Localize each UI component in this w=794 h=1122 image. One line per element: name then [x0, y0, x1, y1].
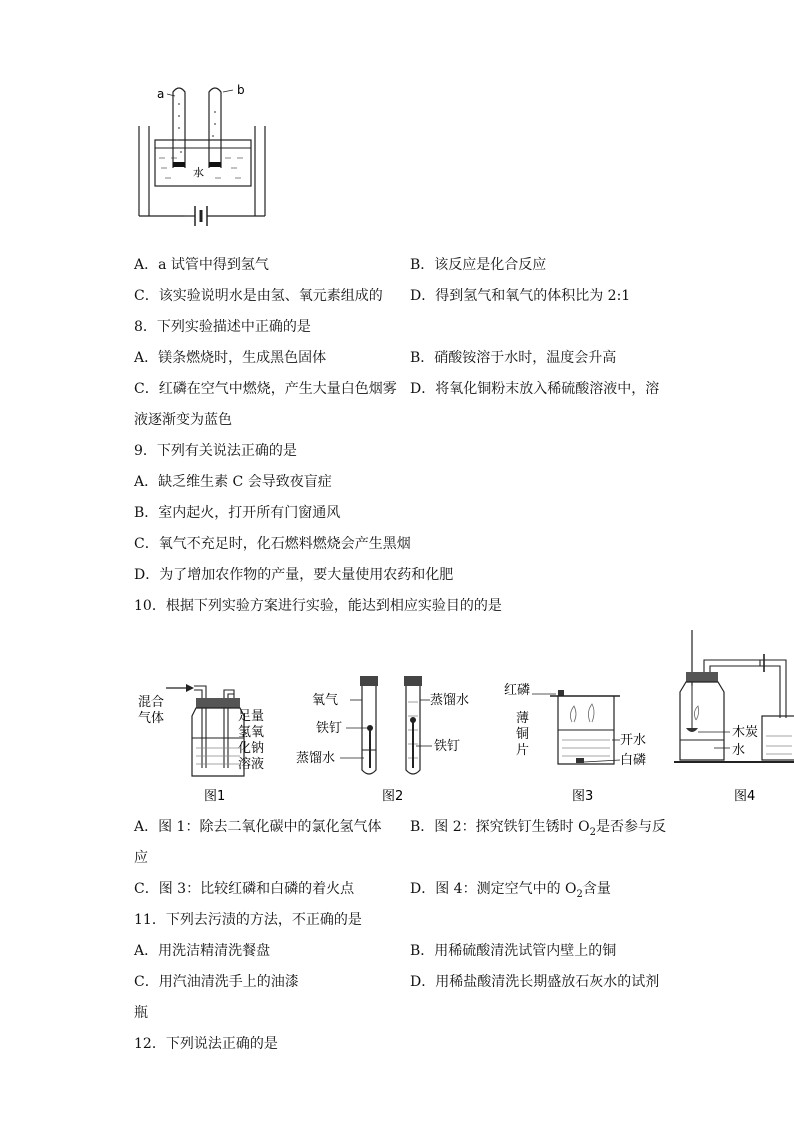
q12-stem: 12．下列说法正确的是	[134, 1036, 278, 1052]
q9-option-b: B．室内起火，打开所有门窗通风	[134, 505, 341, 521]
fig3-label-hot-water: 开水	[620, 733, 647, 748]
q10-stem: 10．根据下列实验方案进行实验，能达到相应实验目的的是	[134, 598, 502, 614]
q7-option-c: C．该实验说明水是由氢、氧元素组成的	[134, 288, 383, 304]
fig1-label-r4: 溶液	[238, 757, 265, 772]
q8-option-d-continued: 液逐渐变为蓝色	[134, 412, 232, 428]
fig3-caption: 图3	[572, 789, 594, 804]
fig3-label-copper-2: 铜	[516, 727, 530, 742]
q7-option-a: A．a 试管中得到氢气	[134, 257, 269, 273]
q8-option-d: D．将氧化铜粉末放入稀硫酸溶液中，溶	[410, 381, 660, 397]
electrolysis-diagram	[135, 78, 275, 230]
fig1-label-mix-1: 混合	[138, 695, 165, 710]
fig2-label-nail-1: 铁钉	[316, 721, 343, 736]
q8-option-b: B．硝酸铵溶于水时，温度会升高	[410, 350, 617, 366]
q7-option-b: B．该反应是化合反应	[410, 257, 547, 273]
fig1-caption: 图1	[204, 789, 226, 804]
fig2-label-oxygen: 氧气	[312, 693, 339, 708]
q10-option-b: B．图 2：探究铁钉生锈时 $O_2$是否参与反	[410, 819, 666, 838]
q11-option-d: D．用稀盐酸清洗长期盛放石灰水的试剂	[410, 974, 660, 990]
q8-stem: 8．下列实验描述中正确的是	[134, 319, 311, 335]
figure-2-diagram	[290, 670, 490, 804]
q11-option-d-continued: 瓶	[134, 1005, 148, 1021]
fig4-caption: 图4	[734, 789, 756, 804]
q9-option-c: C．氧气不充足时，化石燃料燃烧会产生黑烟	[134, 536, 411, 552]
label-b: b	[237, 83, 245, 97]
fig3-label-white-phosphorus: 白磷	[620, 753, 647, 768]
q10-option-a: A．图 1：除去二氧化碳中的氯化氢气体	[134, 819, 382, 835]
figure-3-diagram	[502, 676, 652, 804]
fig2-label-water-2: 蒸馏水	[430, 693, 470, 708]
fig4-label-water: 水	[732, 743, 746, 758]
figure-1-diagram	[134, 676, 274, 804]
q11-option-c: C．用汽油清洗手上的油漆	[134, 974, 299, 990]
q11-stem: 11．下列去污渍的方法，不正确的是	[134, 912, 362, 928]
fig3-label-copper-3: 片	[516, 743, 530, 758]
q9-option-d: D．为了增加农作物的产量，要大量使用农药和化肥	[134, 567, 454, 583]
label-water: 水	[193, 166, 204, 179]
label-a: a	[157, 87, 165, 101]
q9-stem: 9．下列有关说法正确的是	[134, 443, 297, 459]
figure-4-diagram	[674, 628, 794, 804]
fig1-label-r1: 足量	[238, 709, 265, 724]
fig3-label-copper-1: 薄	[516, 711, 530, 726]
q8-option-c: C．红磷在空气中燃烧，产生大量白色烟雾	[134, 381, 397, 397]
fig3-label-red-phosphorus: 红磷	[504, 683, 531, 698]
q11-option-b: B．用稀硫酸清洗试管内壁上的铜	[410, 943, 617, 959]
fig1-label-mix-2: 气体	[138, 711, 165, 726]
fig4-label-charcoal: 木炭	[732, 725, 759, 740]
q10-option-c: C．图 3：比较红磷和白磷的着火点	[134, 881, 355, 897]
q10-option-d: D．图 4：测定空气中的 $O_2$含量	[410, 881, 611, 900]
q7-option-d: D．得到氢气和氧气的体积比为 2:1	[410, 288, 631, 304]
q8-option-a: A．镁条燃烧时，生成黑色固体	[134, 350, 327, 366]
fig1-label-r3: 化钠	[238, 741, 265, 756]
q9-option-a: A．缺乏维生素 C 会导致夜盲症	[134, 474, 332, 490]
fig1-label-r2: 氢氧	[238, 725, 265, 740]
fig2-caption: 图2	[382, 789, 404, 804]
q11-option-a: A．用洗洁精清洗餐盘	[134, 943, 271, 959]
q10-option-b-continued: 应	[134, 850, 148, 866]
fig2-label-nail-2: 铁钉	[434, 739, 461, 754]
fig2-label-water-1: 蒸馏水	[296, 751, 336, 766]
